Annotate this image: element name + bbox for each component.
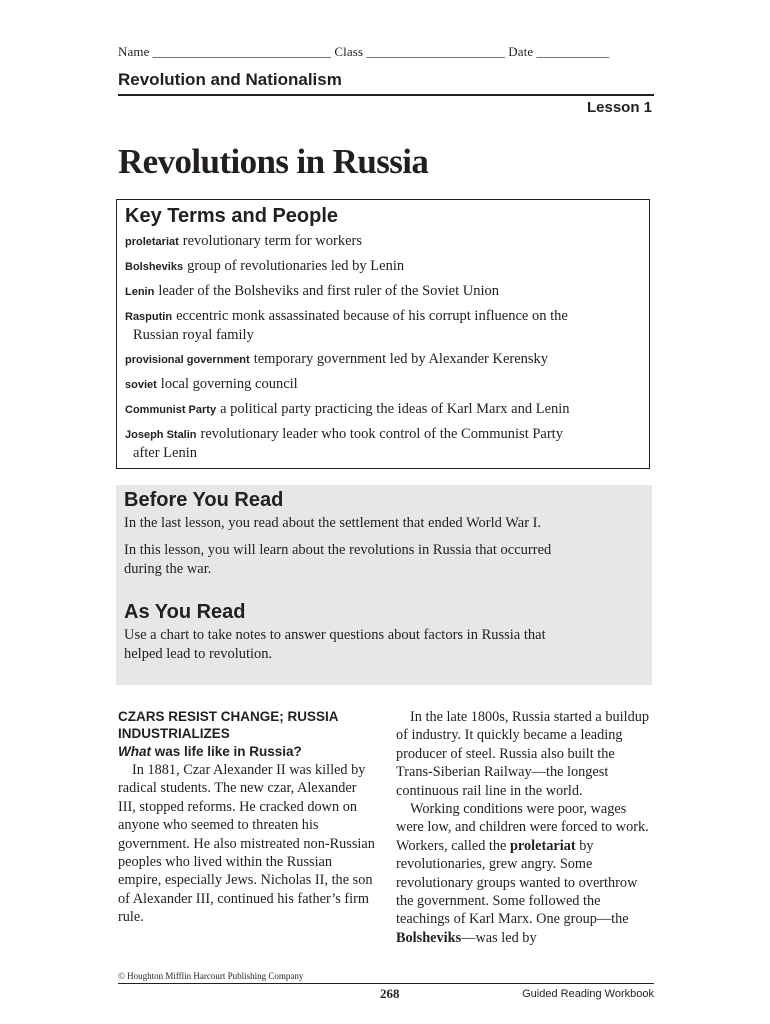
term-definition: group of revolutionaries led by Lenin <box>187 258 405 274</box>
term-label: Bolsheviks <box>125 261 184 273</box>
body-paragraph <box>396 800 654 947</box>
text-run: —was led by <box>461 929 537 946</box>
term-entry <box>125 307 641 344</box>
header-rule <box>118 94 654 96</box>
section-question <box>118 742 376 761</box>
chapter-title: Revolution and Nationalism <box>118 70 342 89</box>
term-definition: eccentric monk assassinated because of his corrupt influence on the <box>176 308 568 324</box>
term-entry <box>125 257 641 276</box>
key-term-bolsheviks: Bolsheviks <box>396 929 462 946</box>
term-definition: revolutionary leader who took control of the Communist Party <box>200 426 563 442</box>
term-definition-cont: after Lenin <box>133 445 198 461</box>
term-label: Joseph Stalin <box>125 429 197 441</box>
question-text: was life like in Russia? <box>151 744 302 759</box>
term-label: Communist Party <box>125 404 217 416</box>
footer-rule <box>118 983 654 984</box>
term-label: Lenin <box>125 286 155 298</box>
term-definition: local governing council <box>160 376 298 392</box>
as-you-read-heading: As You Read <box>124 601 246 623</box>
term-entry <box>125 375 641 394</box>
term-label: Rasputin <box>125 311 173 323</box>
body-paragraph: In the late 1800s, Russia started a buildup of industry. It quickly became a leading producer of steel. Russia also built the Trans-Siberian Railway—the longest continuous rail line in the world. <box>396 709 650 799</box>
term-definition: leader of the Bolsheviks and first ruler of the Soviet Union <box>158 283 500 299</box>
key-terms-box <box>116 199 650 469</box>
question-emphasis: What <box>118 744 151 759</box>
student-info-line: Name ___________________________ Class _____________________ Date ___________ <box>118 44 610 59</box>
term-label: provisional government <box>125 354 250 366</box>
as-you-read-p1: Use a chart to take notes to answer questions about factors in Russia that helped lead to revolution. <box>124 627 546 662</box>
term-entry <box>125 400 641 419</box>
right-column <box>396 708 654 947</box>
before-you-read-p2: In this lesson, you will learn about the revolutions in Russia that occurred during the war. <box>124 542 552 577</box>
body-paragraph: In 1881, Czar Alexander II was killed by radical students. The new czar, Alexander III, stopped reforms. He cracked down on anyone who seemed to threaten his government. He also mistreated non-Russian peoples who lived within the Russian empire, especially Jews. Nicholas II, the son of Alexander III, continued his father’s firm rule. <box>118 762 375 926</box>
before-you-read-p1: In the last lesson, you read about the settlement that ended World War I. <box>124 515 542 531</box>
term-definition: temporary government led by Alexander Kerensky <box>253 351 549 367</box>
text-run: by revolutionaries, grew angry. Some revolutionary groups wanted to overthrow the government. Some followed the teachings of Karl Marx. One group—the <box>396 837 638 928</box>
book-title: Guided Reading Workbook <box>522 988 654 1000</box>
key-term-proletariat: proletariat <box>509 837 576 854</box>
term-label: proletariat <box>125 236 179 248</box>
page-title: Revolutions in Russia <box>118 142 429 181</box>
term-entry <box>125 350 641 369</box>
term-label: soviet <box>125 379 157 391</box>
section-heading: CZARS RESIST CHANGE; RUSSIA INDUSTRIALIZES <box>118 709 339 741</box>
term-entry <box>125 232 641 251</box>
copyright-notice: © Houghton Mifflin Harcourt Publishing Company <box>118 971 304 981</box>
term-entry <box>125 425 641 462</box>
term-definition-cont: Russian royal family <box>133 327 254 343</box>
term-definition: a political party practicing the ideas of Karl Marx and Lenin <box>220 401 570 417</box>
lesson-label: Lesson 1 <box>586 99 652 116</box>
term-definition: revolutionary term for workers <box>182 233 362 249</box>
page-number: 268 <box>380 986 400 1001</box>
key-terms-heading: Key Terms and People <box>125 205 339 227</box>
left-column <box>118 708 376 927</box>
reading-guide-box <box>116 485 652 685</box>
term-entry <box>125 282 641 301</box>
text-run: Working conditions were poor, wages were low, and children were forced to work. Workers, called the <box>396 801 649 854</box>
before-you-read-heading: Before You Read <box>124 489 284 511</box>
